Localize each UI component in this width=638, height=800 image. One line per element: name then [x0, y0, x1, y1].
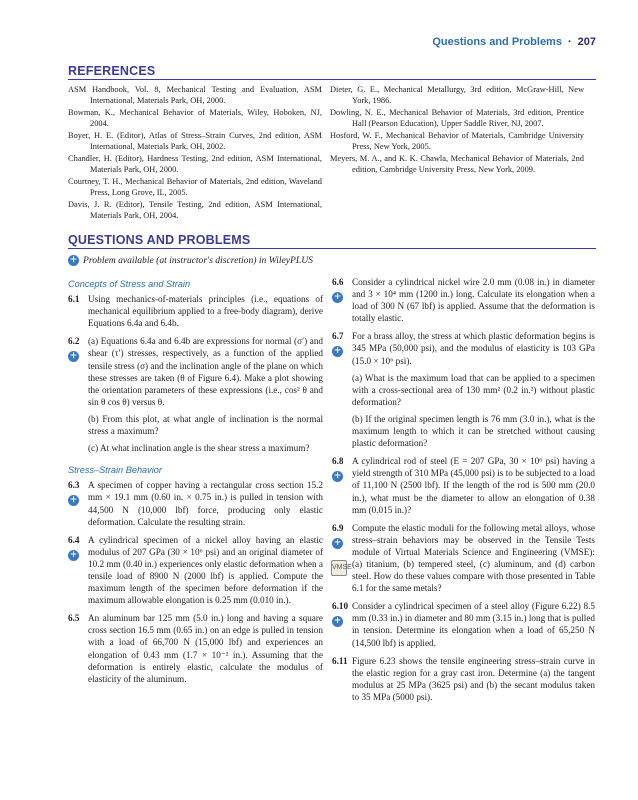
problem-number: 6.1: [68, 294, 80, 305]
references-rule: [68, 79, 596, 80]
problem-6-2: [68, 335, 323, 454]
problem-text: A cylindrical rod of steel (E = 207 GPa, 30 × 10⁶ psi) having a yield strength of 310 MPa (45,000 psi) is to be subjected to a load of 11,100 N (2500 lbf). If the length of the rod is 500 mm (20.0 in.), what must be the diameter to allow an elongation of 0.38 mm (0.015 in.)?: [352, 456, 595, 515]
problem-text: A cylindrical specimen of a nickel alloy having an elastic modulus of 207 GPa (30 × 10⁶ psi) and an original diameter of 10.2 mm (0.40 in.) experiences only elastic deformation when a tensile load of 8900 N (2000 lbf) is applied. Compute the maximum length of the specimen before deformation if the maximum allowable elongation is 0.25 mm (0.010 in.).: [88, 534, 323, 606]
page-number: 207: [577, 36, 596, 48]
reference-item: Courtney, T. H., Mechanical Behavior of Materials, 2nd edition, Waveland Press, Long Grove, IL, 2005.: [68, 176, 322, 197]
problem-number: 6.3: [68, 480, 80, 491]
problem-6-7: [332, 330, 595, 449]
problem-number: 6.6: [332, 277, 344, 287]
references-right-column: [330, 84, 584, 176]
problem-6-5: [68, 612, 323, 685]
reference-item: Chandler, H. (Editor), Hardness Testing, 2nd edition, ASM International, Materials Park, OH, 2000.: [68, 153, 322, 174]
references-title: REFERENCES: [68, 64, 156, 78]
plus-icon: +: [333, 537, 342, 548]
subsection-heading: Concepts of Stress and Strain: [68, 279, 191, 289]
plus-icon: +: [69, 549, 78, 560]
problem-part: (c) At what inclination angle is the shear stress a maximum?: [88, 443, 310, 454]
problem-number: 6.8: [332, 456, 344, 467]
reference-item: Hosford, W. F., Mechanical Behavior of Materials, Cambridge University Press, New York, 2005.: [330, 130, 584, 152]
plus-icon: +: [69, 351, 78, 362]
problem-part: (b) If the original specimen length is 76 mm (3.0 in.), what is the maximum length to which it can be stretched without causing plastic deformation?: [352, 413, 595, 449]
reference-item: Dowling, N. E., Mechanical Behavior of Materials, 3rd edition, Prentice Hall (Pearson Education), Upper Saddle River, NJ, 2007.: [330, 107, 584, 129]
problem-number: 6.4: [68, 534, 80, 545]
running-head: [432, 36, 596, 48]
problem-6-3: [68, 479, 323, 527]
questions-title: QUESTIONS AND PROBLEMS: [68, 233, 251, 247]
problem-6-1: [68, 293, 323, 329]
wileyplus-plus-icon: +: [69, 255, 78, 266]
problem-6-11: [332, 655, 595, 703]
reference-item: Meyers, M. A., and K. K. Chawla, Mechanical Behavior of Materials, 2nd edition, Cambridge University Press, New York, 2009.: [330, 153, 584, 174]
questions-left-column: [68, 276, 323, 691]
problem-text: Consider a cylindrical specimen of a steel alloy (Figure 6.22) 8.5 mm (0.33 in.) in diameter and 80 mm (3.15 in.) long that is pulled in tension. Determine its elongation when a load of 65,250 N (14,500 lbf) is applied.: [352, 601, 595, 648]
problem-text: Using mechanics-of-materials principles (i.e., equations of mechanical equilibrium applied to a free-body diagram), derive Equations 6.4a and 6.4b.: [88, 294, 323, 329]
problem-part: (a) What is the maximum load that can be applied to a specimen with a cross-sectional area of 130 mm² (0.2 in.²) without plastic deformation?: [352, 372, 595, 407]
problem-number: 6.11: [332, 655, 348, 666]
reference-item: Dieter, G. E., Mechanical Metallurgy, 3rd edition, McGraw-Hill, New York, 1986.: [330, 85, 584, 106]
questions-rule: [68, 248, 596, 249]
problem-number: 6.2: [68, 336, 80, 347]
problem-number: 6.9: [332, 522, 344, 533]
problem-text: For a brass alloy, the stress at which plastic deformation begins is 345 MPa (50,000 psi), and the modulus of elasticity is 103 GPa (15.0 × 10⁶ psi).: [352, 331, 595, 366]
problem-text: Figure 6.23 shows the tensile engineering stress–strain curve in the elastic region for a gray cast iron. Determine (a) the tangent modulus at 25 MPa (3625 psi) and (b) the secant modulus taken to 35 MPa (5000 psi).: [352, 655, 595, 702]
problem-6-6: [332, 276, 595, 324]
reference-item: Boyer, H. E. (Editor), Atlas of Stress–Strain Curves, 2nd edition, ASM International, Materials Park, OH, 2002.: [68, 130, 322, 152]
problem-text: An aluminum bar 125 mm (5.0 in.) long and having a square cross section 16.5 mm (0.65 in.) on an edge is pulled in tension with a load of 66,700 N (15,000 lbf) and experiences an elongation of 0.43 mm (1.7 × 10⁻² in.). Assuming that the deformation is entirely elastic, calculate the modulus of elasticity of the aluminum.: [88, 613, 323, 684]
problem-text: (a) Equations 6.4a and 6.4b are expressions for normal (σ′) and shear (τ′) stresses, respectively, as a function of the applied tensile stress (σ) and the inclination angle of the plane on which these stresses are taken (θ of Figure 6.4). Make a plot showing the orientation parameters of these expressions (i.e., cos² θ and sin θ cos θ) versus θ.: [88, 336, 323, 407]
questions-right-column: [332, 276, 595, 709]
running-head-separator: ·: [567, 36, 572, 48]
running-head-section: Questions and Problems: [432, 36, 562, 48]
problem-number: 6.10: [332, 601, 349, 612]
problem-part: (b) From this plot, at what angle of inclination is the normal stress a maximum?: [88, 413, 323, 437]
plus-icon: +: [333, 471, 342, 482]
vmse-icon: VMSE: [331, 560, 347, 576]
plus-icon: +: [69, 495, 78, 506]
wileyplus-note-text: Problem available (at instructor's discretion) in WileyPLUS: [83, 255, 313, 266]
wileyplus-note: [68, 255, 313, 266]
plus-icon: +: [333, 346, 342, 357]
problem-text: Compute the elastic moduli for the following metal alloys, whose stress–strain behaviors may be observed in the Tensile Tests module of Virtual Materials Science and Engineering (VMSE): (a) titanium, (b) tempered steel, (c) aluminum, and (d) carbon steel. How do these values compare with those presented in Table 6.1 for the same metals?: [352, 522, 595, 594]
references-left-column: [68, 84, 322, 221]
problem-6-10: [332, 600, 595, 648]
problem-6-8: [332, 455, 595, 515]
reference-item: Bowman, K., Mechanical Behavior of Materials, Wiley, Hoboken, NJ, 2004.: [68, 107, 322, 129]
reference-item: Davis, J. R. (Editor), Tensile Testing, 2nd edition, ASM International, Materials Park, OH, 2004.: [68, 199, 322, 220]
problem-text: A specimen of copper having a rectangular cross section 15.2 mm × 19.1 mm (0.60 in. × 0.75 in.) is pulled in tension with 44,500 N (10,000 lbf) force, producing only elastic deformation. Calculate the resulting strain.: [88, 480, 323, 527]
problem-number: 6.5: [68, 613, 80, 624]
plus-icon: +: [333, 616, 342, 627]
problem-number: 6.7: [332, 331, 344, 342]
plus-icon: +: [333, 292, 342, 302]
subsection-heading: Stress–Strain Behavior: [68, 465, 162, 476]
problem-text: Consider a cylindrical nickel wire 2.0 mm (0.08 in.) in diameter and 3 × 10⁴ mm (1200 in.) long. Calculate its elongation when a load of 300 N (67 lbf) is applied. Assume that the deformation is totally elastic.: [352, 277, 595, 324]
problem-6-9: [332, 522, 595, 595]
problem-6-4: [68, 534, 323, 607]
reference-item: ASM Handbook, Vol. 8, Mechanical Testing and Evaluation, ASM International, Materials Park, OH, 2000.: [68, 85, 322, 106]
